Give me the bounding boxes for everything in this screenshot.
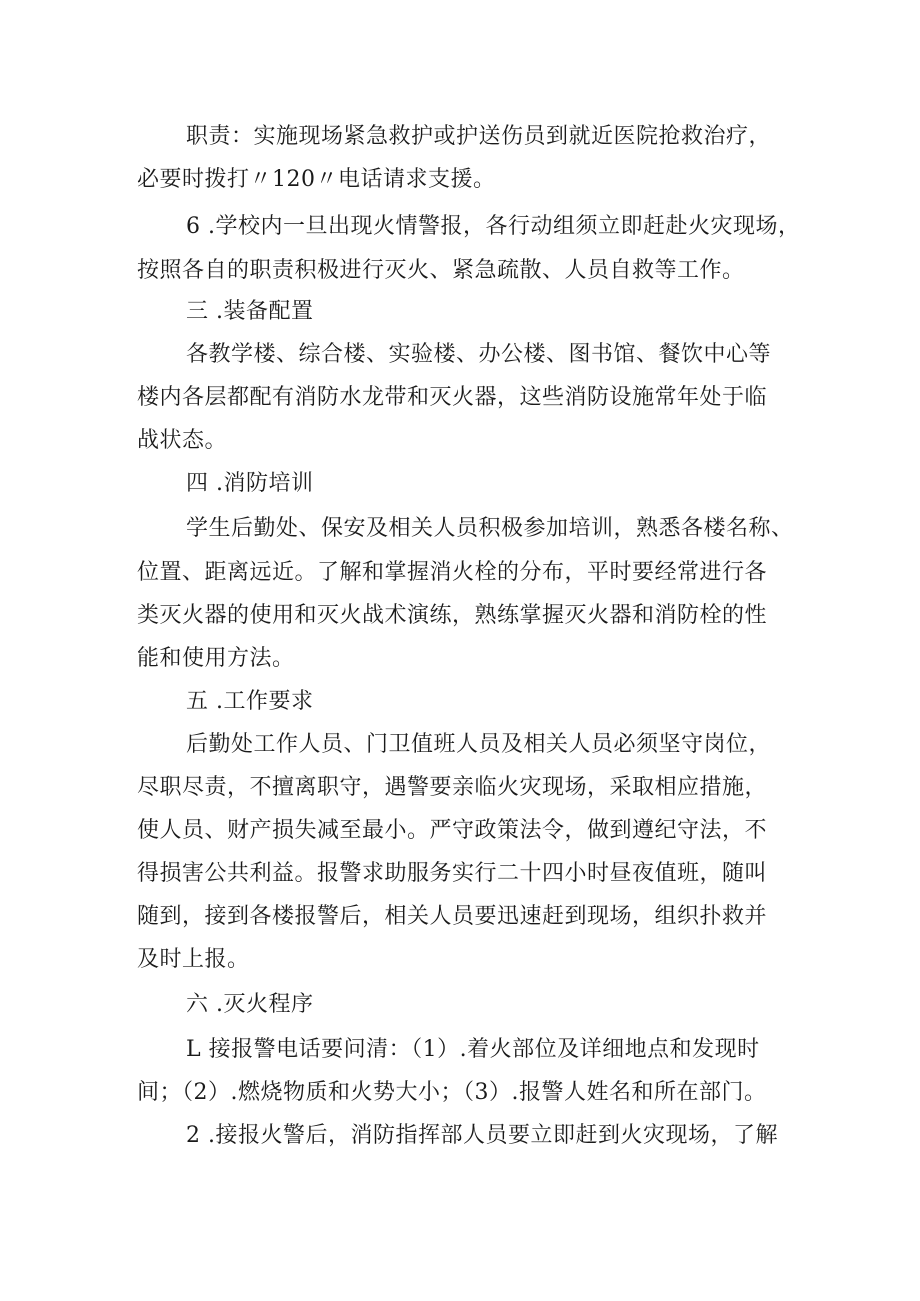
text-line: 类灭火器的使用和灭火战术演练，熟练掌握灭火器和消防栓的性 [137,603,768,628]
text-line: 使人员、财产损失减至最小。严守政策法令，做到遵纪守法，不 [137,818,768,843]
text-line: 按照各自的职责积极进行灭火、紧急疏散、人员自救等工作。 [137,258,745,283]
text-line: 随到，接到各楼报警后，相关人员要迅速赶到现场，组织扑救并 [137,904,768,929]
section-heading: 六 .灭火程序 [186,992,314,1017]
text-line: 尽职尽责，不擅离职守，遇警要亲临火灾现场，采取相应措施， [137,775,768,800]
text-line: 后勤处工作人员、门卫值班人员及相关人员必须坚守岗位， [186,732,772,757]
section-heading: 四 .消防培训 [186,471,314,496]
text-line: 位置、距离远近。了解和掌握消火栓的分布，平时要经常进行各 [137,560,768,585]
text-line: 战状态。 [137,428,228,453]
text-line: 必要时拨打〃120〃电话请求支援。 [137,167,496,192]
text-line: 楼内各层都配有消防水龙带和灭火器，这些消防设施常年处于临 [137,385,768,410]
text-line: 6 .学校内一旦出现火情警报，各行动组须立即赶赴火灾现场， [186,214,801,239]
text-line: 职责：实施现场紧急救护或护送伤员到就近医院抢救治疗， [186,124,772,149]
section-heading: 五 .工作要求 [186,689,314,714]
text-line: 及时上报。 [137,947,250,972]
text-line: 得损害公共利益。报警求助服务实行二十四小时昼夜值班，随叫 [137,861,768,886]
section-heading: 三 .装备配置 [186,299,314,324]
text-line: 2 .接报火警后，消防指挥部人员要立即赶到火灾现场，了解 [186,1123,778,1148]
text-line: 各教学楼、综合楼、实验楼、办公楼、图书馆、餐饮中心等 [186,342,772,367]
text-line: 间；（2）.燃烧物质和火势大小；（3）.报警人姓名和所在部门。 [137,1080,767,1105]
text-line: 学生后勤处、保安及相关人员积极参加培训，熟悉各楼名称、 [186,516,794,541]
text-line: 能和使用方法。 [137,646,295,671]
text-line: L 接报警电话要问清：（1）.着火部位及详细地点和发现时 [186,1037,760,1062]
